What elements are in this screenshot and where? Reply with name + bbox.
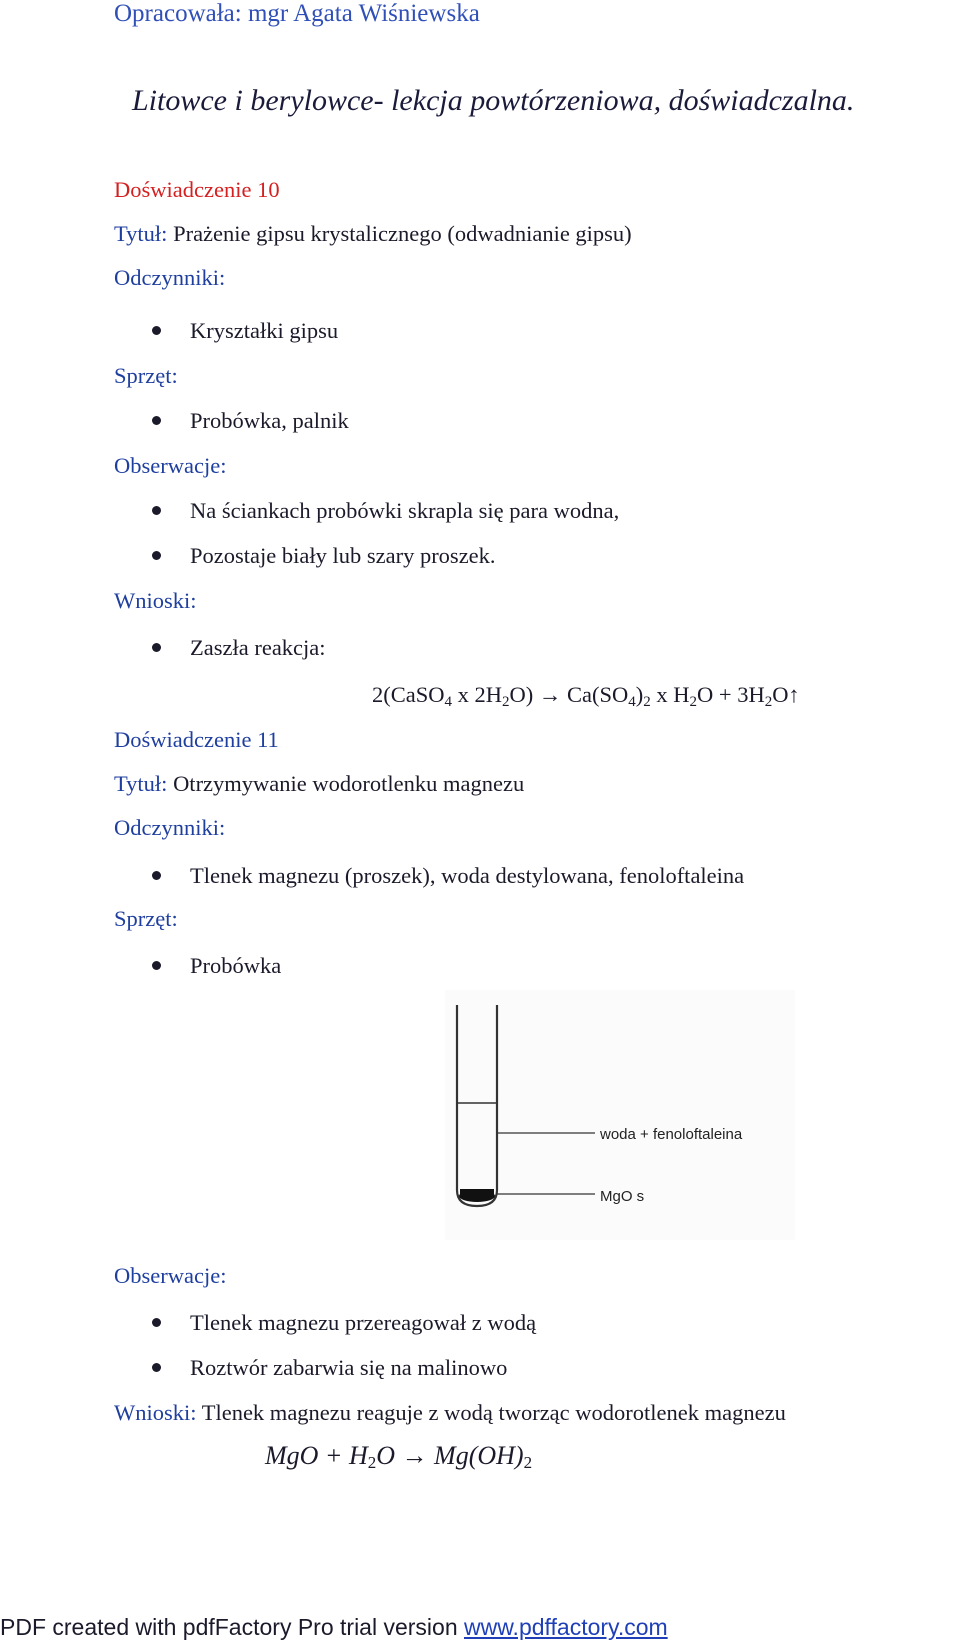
exp10-observations-label: Obserwacje: xyxy=(114,453,227,478)
exp11-reagent-item: Tlenek magnezu (proszek), woda destylowana, fenoloftaleina xyxy=(190,863,745,888)
exp10-reagent-item: Kryształki gipsu xyxy=(190,318,339,343)
bullet-icon xyxy=(152,416,161,425)
exp11-equipment-label: Sprzęt: xyxy=(114,906,178,931)
page-title: Litowce i berylowce- lekcja powtórzeniowa, doświadczalna. xyxy=(132,84,855,117)
exp11-conclusions-row xyxy=(114,1400,786,1426)
bullet-icon xyxy=(152,551,161,560)
exp10-heading: Doświadczenie 10 xyxy=(114,177,280,202)
exp10-title-row xyxy=(114,221,632,247)
exp11-conclusions-text: Tlenek magnezu reaguje z wodą tworząc wodorotlenek magnezu xyxy=(201,1400,786,1425)
exp11-conclusions-label: Wnioski: xyxy=(114,1400,197,1425)
exp10-title-text: Prażenie gipsu krystalicznego (odwadnianie gipsu) xyxy=(173,221,632,246)
author-line: Opracowała: mgr Agata Wiśniewska xyxy=(114,0,480,27)
pdf-footer xyxy=(0,1614,668,1641)
exp11-observation-item: Roztwór zabarwia się na malinowo xyxy=(190,1355,508,1380)
exp10-equation: 2(CaSO$_4$ x $2H_2O) \to Ca(SO_4)_2$ x $H_2O$ + $3H_2O↑$ xyxy=(372,682,800,710)
exp11-observations-label: Obserwacje: xyxy=(114,1263,227,1288)
bullet-icon xyxy=(152,871,161,880)
diagram-label-liquid: woda + fenoloftaleina xyxy=(600,1126,743,1143)
exp11-equipment-item: Probówka xyxy=(190,953,282,978)
bullet-icon xyxy=(152,506,161,515)
exp10-equipment-item: Probówka, palnik xyxy=(190,408,349,433)
exp10-conclusion-item: Zaszła reakcja: xyxy=(190,635,326,660)
exp10-title-label: Tytuł: xyxy=(114,221,168,246)
bullet-icon xyxy=(152,961,161,970)
footer-link[interactable]: www.pdffactory.com xyxy=(464,1614,668,1640)
exp10-equipment-label: Sprzęt: xyxy=(114,363,178,388)
bullet-icon xyxy=(152,1363,161,1372)
bullet-icon xyxy=(152,643,161,652)
exp10-reagents-label: Odczynniki: xyxy=(114,265,226,290)
exp10-observation-item: Pozostaje biały lub szary proszek. xyxy=(190,543,496,568)
bullet-icon xyxy=(152,1318,161,1327)
exp11-equation: MgO + $H_2O \to Mg(OH)_2$ xyxy=(265,1441,533,1472)
exp11-title-label: Tytuł: xyxy=(114,771,168,796)
bullet-icon xyxy=(152,326,161,335)
exp11-title-row xyxy=(114,771,524,797)
exp11-observation-item: Tlenek magnezu przereagował z wodą xyxy=(190,1310,537,1335)
diagram-label-solid: MgO s xyxy=(600,1188,645,1205)
exp11-heading: Doświadczenie 11 xyxy=(114,727,279,752)
footer-text: PDF created with pdfFactory Pro trial version xyxy=(0,1614,464,1640)
exp10-conclusions-label: Wnioski: xyxy=(114,588,197,613)
exp10-observation-item: Na ściankach probówki skrapla się para wodna, xyxy=(190,498,620,523)
exp11-reagents-label: Odczynniki: xyxy=(114,815,226,840)
exp11-title-text: Otrzymywanie wodorotlenku magnezu xyxy=(173,771,525,796)
